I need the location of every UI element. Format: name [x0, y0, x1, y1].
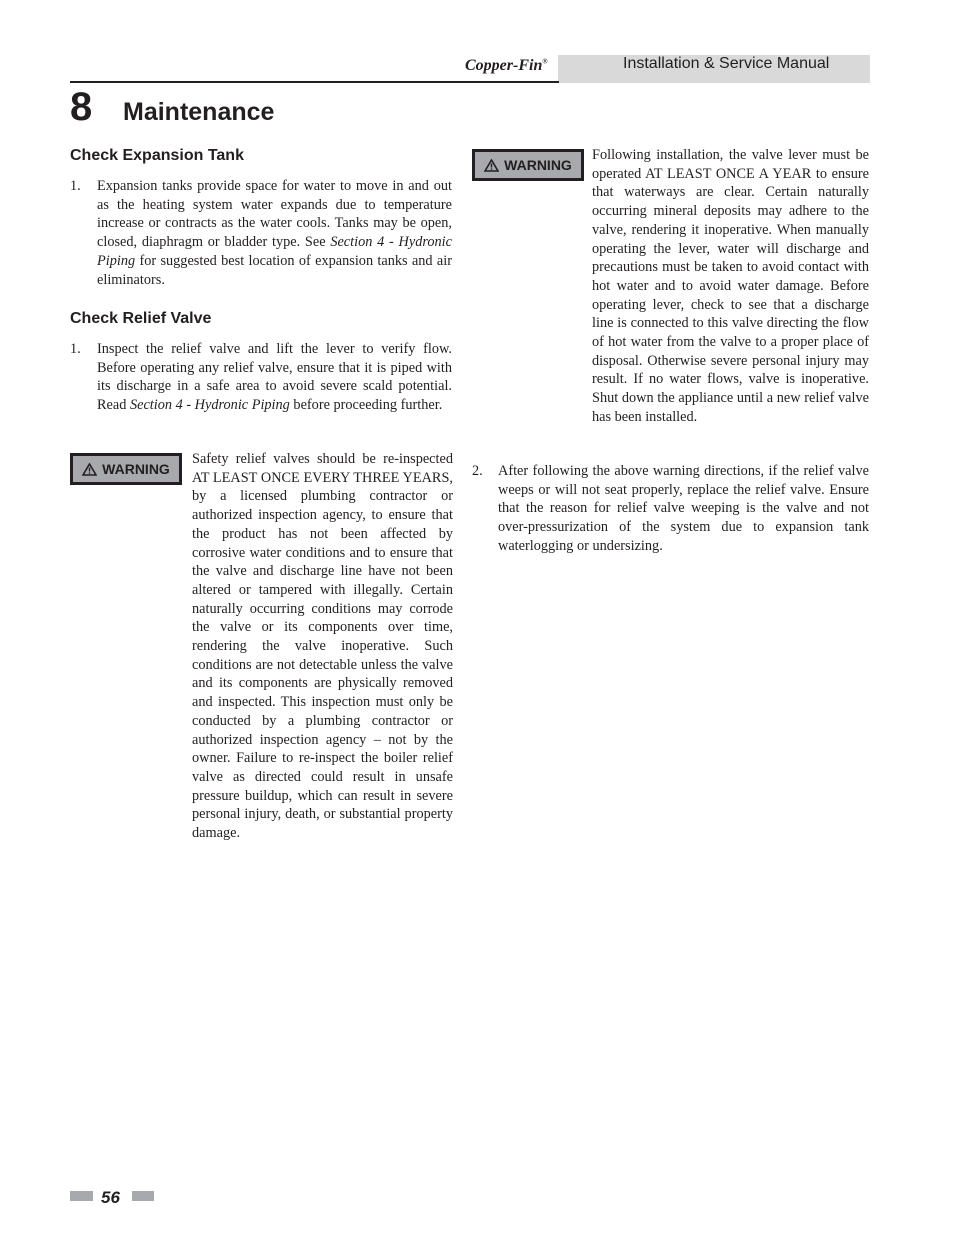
brand-name: Copper-Fin®: [465, 57, 548, 74]
warning-triangle-icon: [82, 463, 97, 476]
warning-badge-left: [70, 453, 182, 485]
footer-bar-right: [132, 1191, 154, 1201]
relief-valve-heading: Check Relief Valve: [70, 310, 212, 327]
expansion-item-number: 1.: [70, 178, 81, 194]
relief-item1-number: 1.: [70, 341, 81, 357]
expansion-tank-heading: Check Expansion Tank: [70, 147, 244, 164]
warning-right-text: Following installation, the valve lever must be operated AT LEAST ONCE A YEAR to ensure that waterways are clear. Certain naturally occurring mineral deposits may adhere to the valve, rendering it inoperative. When manually operating the lever, water will discharge and precautions must be taken to avoid contact with hot water and to avoid water damage. Before operating lever, check to see that a discharge line is connected to this valve directing the flow of hot water from the valve to a proper place of disposal. Otherwise severe personal injury may result. If no water flows, valve is inoperative. Shut down the appliance until a new relief valve has been installed.: [592, 147, 869, 425]
relief-item2-number: 2.: [472, 463, 483, 479]
section-title: Maintenance: [123, 98, 275, 126]
relief-valve-item1: Inspect the relief valve and lift the lever to verify flow. Before operating any relief valve, ensure that it is piped with its discharge in a safe area to avoid severe scald potential. Read Section 4 - Hydronic Piping before proceeding further.: [97, 341, 452, 414]
warning-label: WARNING: [504, 157, 572, 173]
relief-valve-item2: After following the above warning directions, if the relief valve weeps or will not seat properly, replace the relief valve. Ensure that the reason for relief valve weeping is the valve and not over-pressurization of the system due to expansion tank waterlogging or undersizing.: [498, 463, 869, 554]
page-number: 56: [101, 1188, 120, 1207]
section-number: 8: [70, 85, 93, 129]
expansion-tank-paragraph: Expansion tanks provide space for water to move in and out as the heating system water expands due to temperature increase or contracts as the water cools. Tanks may be open, closed, diaphragm or bladder type. See Section 4 - Hydronic Piping for suggested best location of expansion tanks and air eliminators.: [97, 178, 452, 288]
footer-bar-left: [70, 1191, 93, 1201]
manual-title: Installation & Service Manual: [623, 55, 830, 72]
warning-left-text: Safety relief valves should be re-inspected AT LEAST ONCE EVERY THREE YEARS, by a licensed plumbing contractor or authorized inspection agency, to ensure that the product has not been affected by corrosive water conditions and to ensure that the valve and discharge line have not been altered or tampered with illegally. Certain naturally occurring conditions may corrode the valve or its components over time, rendering the valve inoperative. Such conditions are not detectable unless the valve and its components are physically removed and inspected. This inspection must only be conducted by a plumbing contractor or authorized inspection agency – not by the owner. Failure to re-inspect the boiler relief valve as directed could result in unsafe pressure buildup, which can result in severe personal injury, death, or substantial property damage.: [192, 451, 453, 842]
header-rule: [70, 81, 559, 83]
warning-label: WARNING: [102, 461, 170, 477]
warning-badge-right: [472, 149, 584, 181]
warning-triangle-icon: [484, 159, 499, 172]
